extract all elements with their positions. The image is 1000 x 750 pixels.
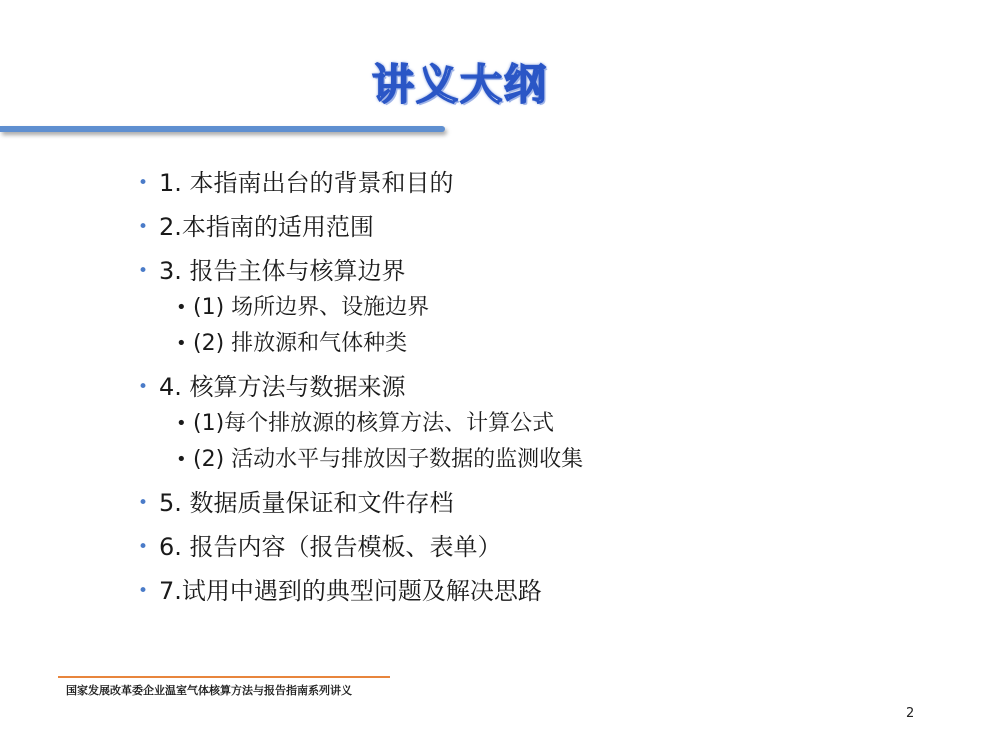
bullet-icon: • bbox=[176, 413, 187, 434]
slide-title: 讲义大纲 bbox=[371, 60, 548, 109]
bullet-icon: • bbox=[138, 377, 149, 397]
bullet-icon: • bbox=[138, 261, 149, 281]
bullet-icon: • bbox=[176, 297, 187, 318]
outline-item-text: 2.本指南的适用范围 bbox=[159, 213, 374, 241]
bullet-icon: • bbox=[138, 581, 149, 601]
bullet-icon: • bbox=[176, 449, 187, 470]
bullet-icon: • bbox=[176, 333, 187, 354]
outline-item-text: 6. 报告内容（报告模板、表单） bbox=[159, 533, 502, 561]
outline-subitem-3-2 bbox=[138, 326, 938, 362]
page-number: 2 bbox=[906, 706, 915, 721]
outline-subitem-text: (1) 场所边界、设施边界 bbox=[193, 295, 430, 320]
outline-subitem-4-1 bbox=[138, 406, 938, 442]
outline-item-text: 5. 数据质量保证和文件存档 bbox=[159, 489, 454, 517]
outline-subitem-text: (2) 排放源和气体种类 bbox=[193, 331, 408, 356]
outline-subitem-3-1 bbox=[138, 290, 938, 326]
outline-item-text: 1. 本指南出台的背景和目的 bbox=[159, 169, 454, 197]
outline-item-5 bbox=[138, 484, 938, 522]
bullet-icon: • bbox=[138, 173, 149, 193]
outline-subitem-4-2 bbox=[138, 442, 938, 478]
bullet-icon: • bbox=[138, 537, 149, 557]
outline-item-text: 4. 核算方法与数据来源 bbox=[159, 373, 406, 401]
bullet-icon: • bbox=[138, 493, 149, 513]
outline-item-text: 7.试用中遇到的典型问题及解决思路 bbox=[159, 577, 542, 605]
outline-list bbox=[138, 164, 938, 610]
outline-item-6 bbox=[138, 528, 938, 566]
outline-item-2 bbox=[138, 208, 938, 246]
outline-item-4 bbox=[138, 368, 938, 406]
outline-subitem-text: (2) 活动水平与排放因子数据的监测收集 bbox=[193, 447, 584, 472]
footer-caption: 国家发展改革委企业温室气体核算方法与报告指南系列讲义 bbox=[66, 684, 352, 697]
outline-item-3 bbox=[138, 252, 938, 290]
title-underline bbox=[0, 126, 445, 132]
outline-item-1 bbox=[138, 164, 938, 202]
bullet-icon: • bbox=[138, 217, 149, 237]
outline-item-text: 3. 报告主体与核算边界 bbox=[159, 257, 406, 285]
footer-divider bbox=[58, 676, 390, 678]
outline-item-7 bbox=[138, 572, 938, 610]
outline-subitem-text: (1)每个排放源的核算方法、计算公式 bbox=[193, 411, 555, 436]
